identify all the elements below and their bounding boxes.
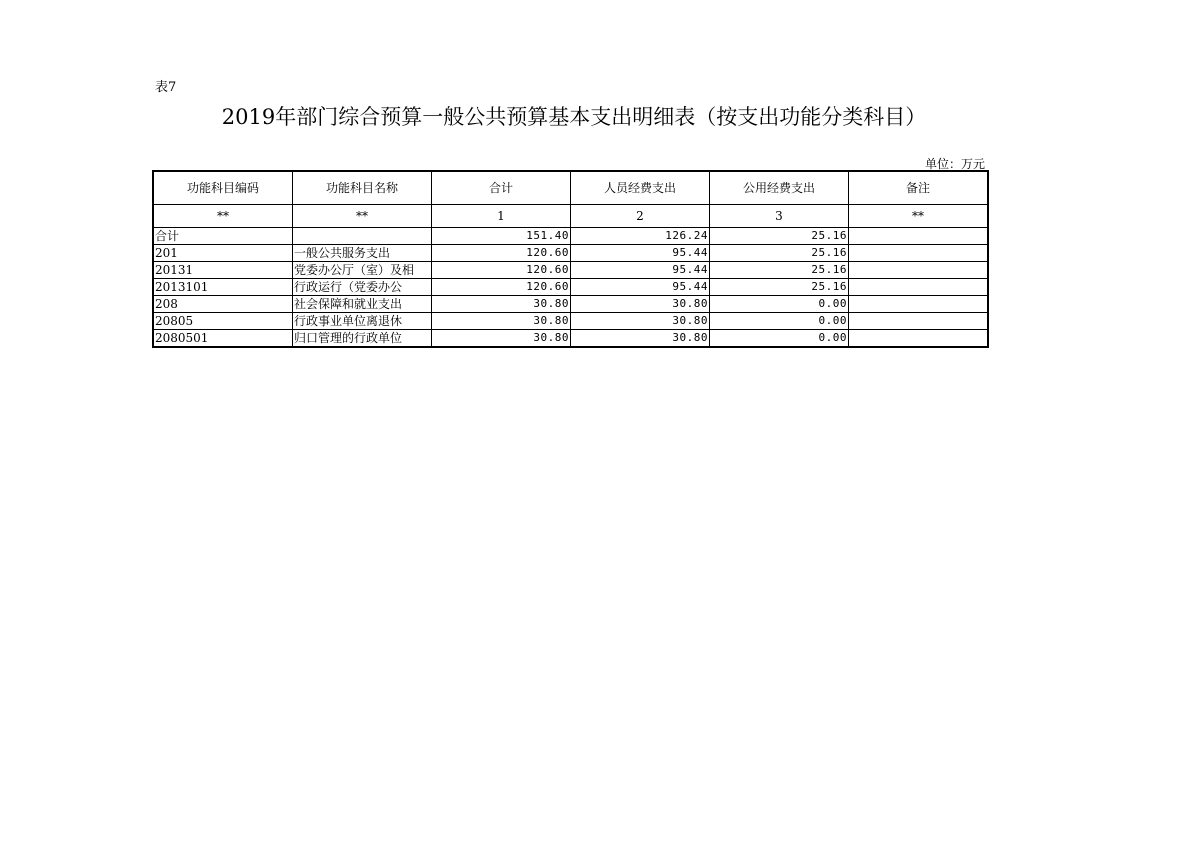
table-row	[154, 228, 988, 245]
header-cell-note: 备注	[849, 172, 988, 205]
name-cell: 行政事业单位离退休	[293, 313, 432, 330]
name-cell: 一般公共服务支出	[293, 245, 432, 262]
total-cell: 120.60	[432, 245, 571, 262]
personnel-cell: 30.80	[571, 296, 710, 313]
index-cell: **	[849, 205, 988, 228]
personnel-cell: 30.80	[571, 330, 710, 347]
table-row	[154, 313, 988, 330]
table-row	[154, 296, 988, 313]
note-cell	[849, 228, 988, 245]
header-row	[154, 172, 988, 205]
header-cell-code: 功能科目编码	[154, 172, 293, 205]
name-cell: 党委办公厅（室）及相	[293, 262, 432, 279]
personnel-cell: 126.24	[571, 228, 710, 245]
personnel-cell: 95.44	[571, 245, 710, 262]
table-row	[154, 245, 988, 262]
name-cell: 归口管理的行政单位	[293, 330, 432, 347]
header-cell-total: 合计	[432, 172, 571, 205]
note-cell	[849, 279, 988, 296]
note-cell	[849, 245, 988, 262]
public-cell: 0.00	[710, 296, 849, 313]
note-cell	[849, 296, 988, 313]
index-cell: 2	[571, 205, 710, 228]
total-cell: 30.80	[432, 330, 571, 347]
public-cell: 25.16	[710, 228, 849, 245]
note-cell	[849, 330, 988, 347]
total-cell: 151.40	[432, 228, 571, 245]
code-cell: 2080501	[154, 330, 293, 347]
table-number: 表7	[155, 80, 177, 95]
total-cell: 30.80	[432, 313, 571, 330]
public-cell: 25.16	[710, 279, 849, 296]
note-cell	[849, 313, 988, 330]
name-cell	[293, 228, 432, 245]
table-row	[154, 262, 988, 279]
code-cell: 20131	[154, 262, 293, 279]
index-cell: **	[154, 205, 293, 228]
budget-table	[153, 171, 988, 347]
total-cell: 120.60	[432, 279, 571, 296]
public-cell: 0.00	[710, 313, 849, 330]
code-cell: 208	[154, 296, 293, 313]
header-cell-name: 功能科目名称	[293, 172, 432, 205]
name-cell: 行政运行（党委办公	[293, 279, 432, 296]
personnel-cell: 30.80	[571, 313, 710, 330]
header-cell-public: 公用经费支出	[710, 172, 849, 205]
code-cell: 20805	[154, 313, 293, 330]
table-row	[154, 279, 988, 296]
public-cell: 0.00	[710, 330, 849, 347]
index-cell: 1	[432, 205, 571, 228]
unit-label: 单位：万元	[924, 157, 985, 171]
index-row	[154, 205, 988, 228]
index-cell: **	[293, 205, 432, 228]
name-cell: 社会保障和就业支出	[293, 296, 432, 313]
personnel-cell: 95.44	[571, 279, 710, 296]
table-row	[154, 330, 988, 347]
code-cell: 合计	[154, 228, 293, 245]
index-cell: 3	[710, 205, 849, 228]
total-cell: 30.80	[432, 296, 571, 313]
code-cell: 201	[154, 245, 293, 262]
personnel-cell: 95.44	[571, 262, 710, 279]
total-cell: 120.60	[432, 262, 571, 279]
public-cell: 25.16	[710, 245, 849, 262]
code-cell: 2013101	[154, 279, 293, 296]
public-cell: 25.16	[710, 262, 849, 279]
note-cell	[849, 262, 988, 279]
page-title: 2019年部门综合预算一般公共预算基本支出明细表（按支出功能分类科目）	[221, 105, 927, 129]
header-cell-personnel: 人员经费支出	[571, 172, 710, 205]
